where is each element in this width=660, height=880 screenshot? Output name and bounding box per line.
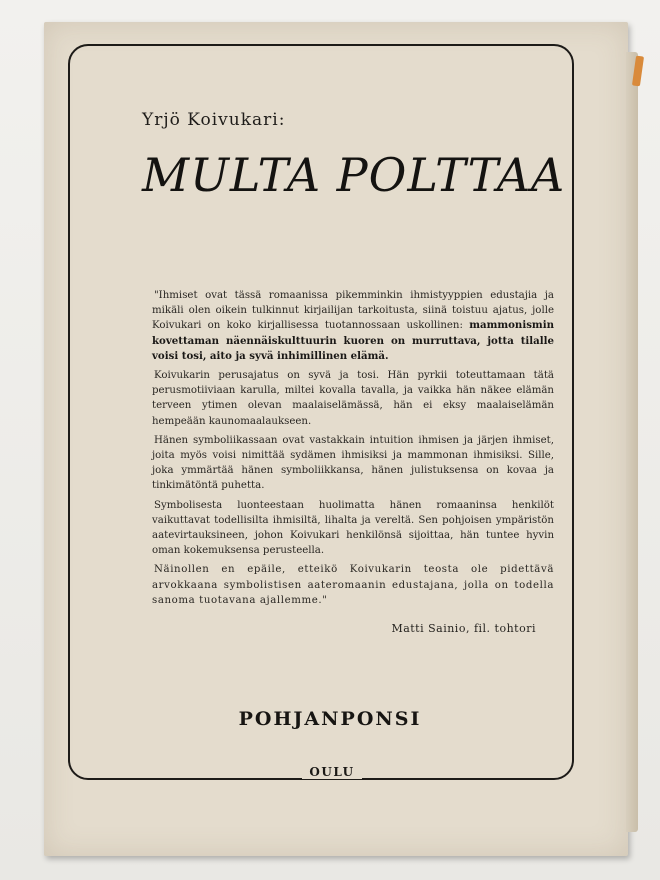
- author-name: Yrjö Koivukari:: [142, 110, 286, 130]
- quote-paragraph-5: Näinollen en epäile, etteikö Koivukarin teosta ole pidettävä arvokkaana symbolistisen aateromaanin edustajana, jolla on todella sanoma tuotavana ajallemme.": [152, 564, 554, 606]
- review-quote: [152, 288, 554, 612]
- quote-paragraph-4: Symbolisesta luonteestaan huolimatta hänen romaaninsa henkilöt vaikuttavat todellisilta ihmisiltä, lihalta ja vereltä. Sen pohjoisen ympäristön aatevirtauksineen, johon Koivukari henkilönsä sijoittaa, hän tuntee hyvin oman kokemuksensa perusteella.: [152, 499, 554, 557]
- reviewer-signature: Matti Sainio, fil. tohtori: [391, 622, 536, 635]
- book-title: MULTA POLTTAA: [142, 148, 566, 202]
- publisher-name: POHJANPONSI: [238, 708, 422, 730]
- quote-paragraph-1-text: "Ihmiset ovat tässä romaanissa pikemminkin ihmistyyppien edustajia ja mikäli olen oikein tulkinnut kirjailijan tarkoitusta, siinä toistuu ajatus, jolle Koivukari on koko kirjallisessa tuotannossaan uskollinen:: [152, 290, 554, 332]
- quote-paragraph-3: Hänen symboliikassaan ovat vastakkain intuition ihmisen ja järjen ihmiset, joita myös voisi nimittää sydämen ihmisiksi ja mammonan ihmisiksi. Sille, joka ymmärtää hänen symboliikkansa, hänen julistuksensa on kovaa ja tinkimätöntä puhetta.: [152, 434, 554, 492]
- quote-paragraph-1-emphasis: mammonismin kovettaman näennäiskulttuurin kuoren on murruttava, jotta tilalle voisi tosi, aito ja syvä inhimillinen elämä.: [152, 319, 554, 362]
- publisher-city: OULU: [302, 765, 362, 779]
- quote-paragraph-2: Koivukarin perusajatus on syvä ja tosi. Hän pyrkii toteuttamaan tätä perusmotiiviaan karulla, miltei kovalla tavalla, ja vaikka hän näkee elämän terveen ytimen olevan maalaiselämässä, hän ei eksy maalaiselämän hempeään kaunomaalaukseen.: [152, 370, 554, 427]
- quote-paragraph-1: [152, 288, 554, 364]
